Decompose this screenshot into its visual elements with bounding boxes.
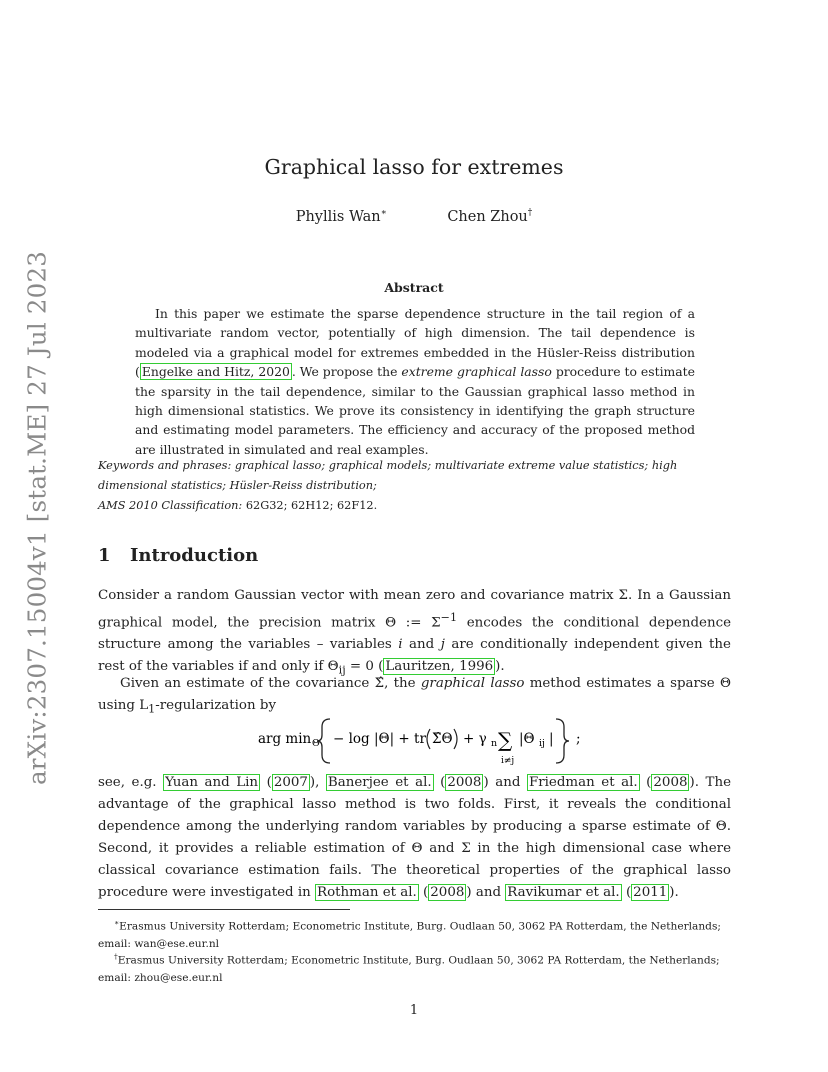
footnote-rule	[98, 909, 350, 910]
citation-link[interactable]: Rothman et al.	[317, 885, 417, 900]
citation-link[interactable]: 2007	[273, 775, 308, 790]
paper-title: Graphical lasso for extremes	[264, 155, 564, 179]
citation-link[interactable]: 2008	[430, 885, 465, 900]
svg-text:;: ;	[576, 731, 581, 747]
ams-classification: AMS 2010 Classification: 62G32; 62H12; 62F12.	[98, 499, 378, 512]
abstract-heading: Abstract	[384, 280, 444, 295]
graphical-lasso-equation	[258, 711, 588, 771]
citation-link[interactable]: 2011	[633, 885, 668, 900]
abstract-text: In this paper we estimate the sparse dependence structure in the tail region of a multivariate random vector, potentially of high dimension. The tail dependence is modeled via a graphical model for extremes embedded in the Hüsler-Reiss distribution ( Engelke and Hitz, 2020 . We propose the extreme graphical lasso procedure to estimate the sparsity in the tail dependence, similar to the Gaussian graphical lasso method in high dimensional statistics. We prove its consistency in identifying the graph structure and estimating model parameters. The efficiency and accuracy of the proposed method are illustrated in simulated and real examples.	[135, 306, 695, 457]
intro-paragraph-2: Given an estimate of the covariance Σ̂, the graphical lasso method estimates a sparse Θ using $L_1$-regularization by	[98, 676, 731, 716]
svg-text:n: n	[491, 738, 498, 749]
intro-paragraph-3: see, e.g. Yuan and Lin ( 2007 ), Banerjee et al. ( 2008 ) and Friedman et al. ( 2008 ). The advantage of the graphical lasso method is two folds. First, it reveals the conditional dependence among the underlying random variables by producing a sparse estimate of Θ. Second, it provides a reliable estimation of Θ and Σ in the high dimensional case where classical covariance estimation fails. The theoretical properties of the graphical lasso procedure were investigated in Rothman et al. ( 2008 ) and Ravikumar et al. ( 2011 ).	[98, 775, 731, 900]
page-number: 1	[409, 1003, 419, 1018]
citation-link[interactable]: 2008	[447, 775, 482, 790]
svg-text:∑: ∑	[498, 728, 513, 752]
citation-link[interactable]: Engelke and Hitz, 2020	[141, 364, 290, 380]
svg-text:Θ: Θ	[312, 738, 320, 749]
footnote: †Erasmus University Rotterdam; Econometric Institute, Burg. Oudlaan 50, 3062 PA Rotterdam, the Netherlands; email: zhou@ese.eur.nl	[98, 952, 720, 984]
svg-text:arg min: arg min	[258, 731, 312, 747]
section-heading: 1 Introduction	[98, 545, 259, 566]
arxiv-identifier-text: arXiv:2307.15004v1 [stat.ME] 27 Jul 2023	[22, 250, 52, 785]
citation-link[interactable]: Yuan and Lin	[165, 775, 259, 790]
citation-link[interactable]: Banerjee et al.	[327, 775, 432, 790]
footnote: ∗Erasmus University Rotterdam; Econometric Institute, Burg. Oudlaan 50, 3062 PA Rotterdam, the Netherlands; email: wan@ese.eur.nl	[98, 918, 721, 950]
svg-text:Σ̂Θ: Σ̂Θ	[432, 731, 453, 747]
citation-link[interactable]: Lauritzen, 1996	[385, 659, 494, 675]
svg-text:|Θ: |Θ	[519, 731, 535, 747]
svg-text:ij: ij	[539, 738, 545, 749]
arxiv-identifier-stamp	[16, 250, 58, 785]
svg-text:|: |	[549, 731, 554, 747]
svg-text:i≠j: i≠j	[501, 756, 515, 766]
intro-paragraph-1: Consider a random Gaussian vector with mean zero and covariance matrix Σ. In a Gaussian graphical model, the precision matrix Θ := $\Sigma^{-1}$ encodes the conditional dependence structure among the variables – variables i and j are conditionally independent given the rest of the variables if and only if $\Theta_{ij} = 0$ ( Lauritzen, 1996 ).	[98, 588, 731, 678]
svg-text:− log |Θ| + tr: − log |Θ| + tr	[333, 731, 426, 747]
citation-link[interactable]: Friedman et al.	[528, 775, 638, 790]
svg-text:+ γ: + γ	[463, 731, 487, 747]
author: Phyllis Wan∗	[295, 208, 387, 225]
author-list	[0, 208, 828, 225]
author: Chen Zhou†	[447, 208, 533, 225]
keywords: Keywords and phrases: graphical lasso; graphical models; multivariate extreme value statistics; high dimensional statistics; Hüsler-Reiss distribution;	[98, 459, 678, 492]
citation-link[interactable]: Ravikumar et al.	[507, 885, 620, 900]
citation-link[interactable]: 2008	[653, 775, 688, 790]
